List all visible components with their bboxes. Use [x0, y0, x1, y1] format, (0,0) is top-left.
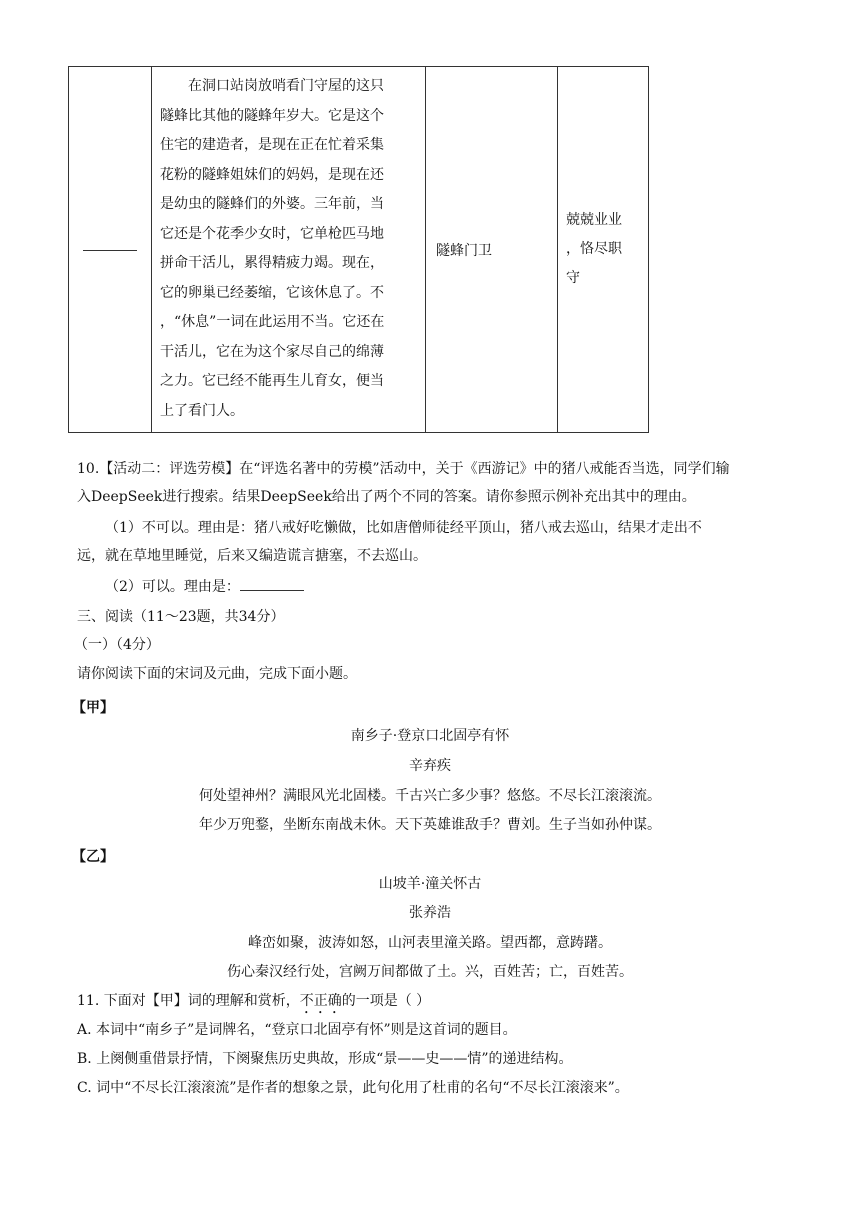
poem-b-label: 【乙】 — [72, 849, 114, 865]
table-cell-quality — [558, 67, 649, 433]
poem-a-line1: 何处望神州？满眼风光北固楼。千古兴亡多少事？悠悠。不尽长江滚滚流。 — [199, 788, 661, 804]
answer-blank[interactable] — [240, 576, 304, 591]
passage-line: 干活儿，它在为这个家尽自己的绵薄 — [160, 343, 384, 360]
quality-text — [566, 206, 648, 293]
section3-part1: （一）（4分） — [74, 637, 160, 653]
q11-option-c[interactable]: C. 词中“不尽长江滚滚流”是作者的想象之景，此句化用了杜甫的名句“不尽长江滚滚来”。 — [77, 1080, 629, 1096]
q11-stem-post: 的一项是（ ） — [341, 993, 431, 1009]
q11-stem-emphasis: 不正确 — [299, 993, 342, 1009]
q10-answer2-text: （2）可以。理由是： — [105, 579, 240, 595]
quality-line: 守 — [566, 270, 580, 286]
section3-title: 三、阅读（11～23题，共34分） — [77, 609, 285, 625]
poem-b-line2: 伤心秦汉经行处，宫阙万间都做了土。兴，百姓苦；亡，百姓苦。 — [227, 964, 633, 980]
passage-line: 上了看门人。 — [160, 402, 244, 419]
passage-line: 拼命干活儿，累得精疲力竭。现在， — [160, 255, 384, 271]
table-cell-passage — [152, 67, 426, 433]
passage-line: ，“休息”一词在此运用不当。它还在 — [160, 314, 385, 330]
passage-line: 是幼虫的隧蜂们的外婆。三年前，当 — [160, 196, 384, 212]
exercise-table — [68, 66, 649, 433]
answer-blank-line — [83, 249, 137, 251]
passage-line: 它还是个花季少女时，它单枪匹马地 — [160, 225, 384, 242]
section3-instruction: 请你阅读下面的宋词及元曲，完成下面小题。 — [77, 666, 357, 682]
poem-b-line1: 峰峦如聚，波涛如怒，山河表里潼关路。望西都，意踌躇。 — [248, 935, 612, 951]
passage-line: 住宅的建造者，是现在正在忙着采集 — [160, 137, 384, 153]
poem-a-label: 【甲】 — [72, 700, 114, 716]
q11-option-a[interactable]: A. 本词中“南乡子”是词牌名，“登京口北固亭有怀”则是这首词的题目。 — [77, 1022, 517, 1038]
table-row — [69, 67, 649, 433]
passage-line: 它的卵巢已经萎缩，它该休息了。不 — [160, 284, 384, 301]
poem-a-author: 辛弃疾 — [409, 758, 451, 774]
table-cell-role: 隧蜂门卫 — [426, 67, 558, 433]
q11-stem — [77, 988, 797, 1017]
poem-b-author: 张养浩 — [409, 905, 451, 921]
passage-line: 隧蜂比其他的隧蜂年岁大。它是这个 — [160, 107, 384, 124]
poem-b-title: 山坡羊·潼关怀古 — [378, 876, 482, 892]
q10-line2: 入DeepSeek进行搜索。结果DeepSeek给出了两个不同的答案。请你参照示例补充出其中的理由。 — [77, 489, 696, 505]
q11-option-b[interactable]: B. 上阕侧重借景抒情，下阕聚焦历史典故，形成“景——史——情”的递进结构。 — [77, 1051, 573, 1067]
q11-stem-pre: 11. 下面对【甲】词的理解和赏析， — [77, 993, 300, 1009]
q10-answer1-line2: 远，就在草地里睡觉，后来又编造谎言搪塞，不去巡山。 — [77, 548, 427, 564]
q10-line1: 10.【活动二：评选劳模】在“评选名著中的劳模”活动中，关于《西游记》中的猪八戒能否当选，同学们输 — [77, 461, 730, 477]
table-cell-blank — [69, 67, 152, 433]
q10-answer2 — [105, 574, 825, 601]
passage-line: 之力。它已经不能再生儿育女，便当 — [160, 373, 384, 389]
poem-a-line2: 年少万兜鍪，坐断东南战未休。天下英雄谁敌手？曹刘。生子当如孙仲谋。 — [199, 817, 661, 833]
passage-line: 花粉的隧蜂姐妹们的妈妈，是现在还 — [160, 166, 384, 183]
passage-text — [160, 72, 419, 426]
quality-line: 兢兢业业 — [566, 212, 622, 228]
quality-line: ，恪尽职 — [566, 241, 622, 257]
passage-line: 在洞口站岗放哨看门守屋的这只 — [188, 78, 384, 94]
poem-a-title: 南乡子·登京口北固亭有怀 — [350, 728, 510, 744]
q10-answer1-line1: （1）不可以。理由是：猪八戒好吃懒做，比如唐僧师徒经平顶山，猪八戒去巡山，结果才走出不 — [105, 520, 702, 536]
